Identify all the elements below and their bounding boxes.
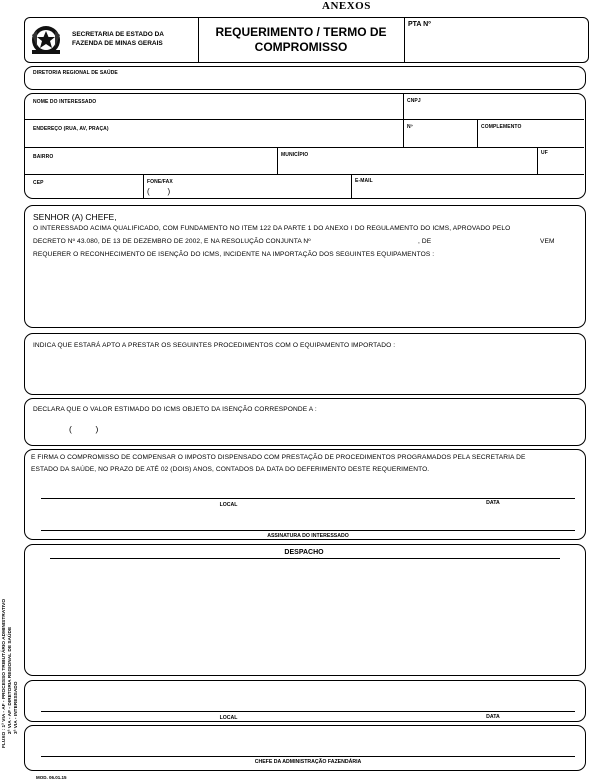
chief-signature-line[interactable] [41,756,575,757]
date-line[interactable] [411,498,575,499]
icms-value-field[interactable]: ( ) [69,424,99,434]
email-label: E-MAIL [355,178,373,184]
despacho-signature-block [24,680,586,722]
complemento-divider [477,119,478,147]
request-line-1: O INTERESSADO ACIMA QUALIFICADO, COM FUNDAMENTO NO ITEM 122 DA PARTE 1 DO ANEXO I DO REGULAMENTO DO ICMS, APROVADO PELO [33,225,511,232]
municipio-divider [277,147,278,174]
pta-number-field[interactable]: PTA Nº [408,21,431,28]
signature-line[interactable] [41,530,575,531]
diretoria-field[interactable] [24,66,586,90]
request-section[interactable] [24,205,586,328]
commitment-line-1: E FIRMA O COMPROMISSO DE COMPENSAR O IMPOSTO DISPENSADO COM PRESTAÇÃO DE PROCEDIMENTOS PROGRAMADOS PELA SECRETARIA DE [31,454,526,461]
icms-value-section[interactable] [24,398,586,446]
date-label: DATA [486,500,500,506]
despacho-local-line[interactable] [41,711,416,712]
complemento-label: COMPLEMENTO [481,124,522,130]
nome-label: NOME DO INTERESSADO [33,99,97,105]
form-header [24,17,589,63]
cep-label: CEP [33,180,44,186]
form-title-line-2: COMPROMISSO [254,40,348,54]
distribution-line-2: 2ª VIA - AF - DIRETORIA REGIONAL DE SAÚDE [8,626,13,734]
annex-heading: ANEXOS [322,0,371,12]
numero-label: Nº [407,124,413,130]
fone-area-code[interactable]: ( ) [147,187,171,196]
commitment-line-2: ESTADO DA SAÚDE, NO PRAZO DE ATÉ 02 (DOIS) ANOS, CONTADOS DA DATA DO DEFERIMENTO DESTE REQUERIMENTO. [31,466,430,473]
fone-divider [143,174,144,198]
despacho-title: DESPACHO [284,549,324,556]
despacho-title-rule [50,558,560,559]
cnpj-divider [403,94,404,119]
distribution-line-3: 3ª VIA - INTERESSADO [14,681,19,734]
despacho-date-label: DATA [486,714,500,720]
uf-divider [537,147,538,174]
salutation: SENHOR (A) CHEFE, [33,212,117,222]
interested-party-block [24,93,586,199]
request-line-2-de: , DE [418,238,432,245]
local-label: LOCAL [219,502,238,508]
uf-label: UF [541,150,548,156]
local-line[interactable] [41,498,416,499]
request-line-2-vem: VEM [540,238,555,245]
despacho-section[interactable] [24,544,586,676]
request-line-3: REQUERER O RECONHECIMENTO DE ISENÇÃO DO ICMS, INCIDENTE NA IMPORTAÇÃO DOS SEGUINTES EQUIPAMENTOS : [33,251,435,258]
despacho-date-line[interactable] [411,711,575,712]
icms-value-text: DECLARA QUE O VALOR ESTIMADO DO ICMS OBJETO DA ISENÇÃO CORRESPONDE A : [33,406,317,413]
chief-signature-label: CHEFE DA ADMINISTRAÇÃO FAZENDÁRIA [254,759,362,765]
cnpj-label: CNPJ [407,98,421,104]
procedures-section[interactable] [24,333,586,395]
distribution-line-1: FLUXO : 1ª VIA - AF - PROCESSO TRIBUTÁRIO ADMINISTRATIVO [2,598,7,748]
header-divider-2 [404,18,405,62]
despacho-local-label: LOCAL [219,715,238,721]
municipio-label: MUNICÍPIO [281,152,309,158]
form-title [198,25,404,55]
form-title-line-1: REQUERIMENTO / TERMO DE [215,25,387,39]
numero-divider [403,119,404,147]
row-line-1 [25,119,584,120]
email-divider [351,174,352,198]
agency-name [72,30,164,48]
procedures-text: INDICA QUE ESTARÁ APTO A PRESTAR OS SEGUINTES PROCEDIMENTOS COM O EQUIPAMENTO IMPORTADO : [33,342,396,349]
bairro-label: BAIRRO [33,154,54,160]
chief-signature-block [24,725,586,771]
distribution-note [2,558,20,748]
request-line-2: DECRETO Nº 43.080, DE 13 DE DEZEMBRO DE 2002, E NA RESOLUÇÃO CONJUNTA Nº [33,238,311,245]
row-line-2 [25,147,584,148]
diretoria-label: DIRETORIA REGIONAL DE SAÚDE [33,70,118,76]
commitment-section [24,449,586,540]
coat-of-arms-icon [29,23,63,57]
agency-line-1: SECRETARIA DE ESTADO DA [72,31,164,38]
endereco-label: ENDEREÇO (RUA, AV, PRAÇA) [33,126,109,132]
fone-label: FONE/FAX [147,179,173,185]
row-line-3 [25,174,584,175]
signature-label: ASSINATURA DO INTERESSADO [267,533,349,539]
agency-line-2: FAZENDA DE MINAS GERAIS [72,40,163,47]
form-model-code: MOD. 06.01.15 [36,775,67,780]
